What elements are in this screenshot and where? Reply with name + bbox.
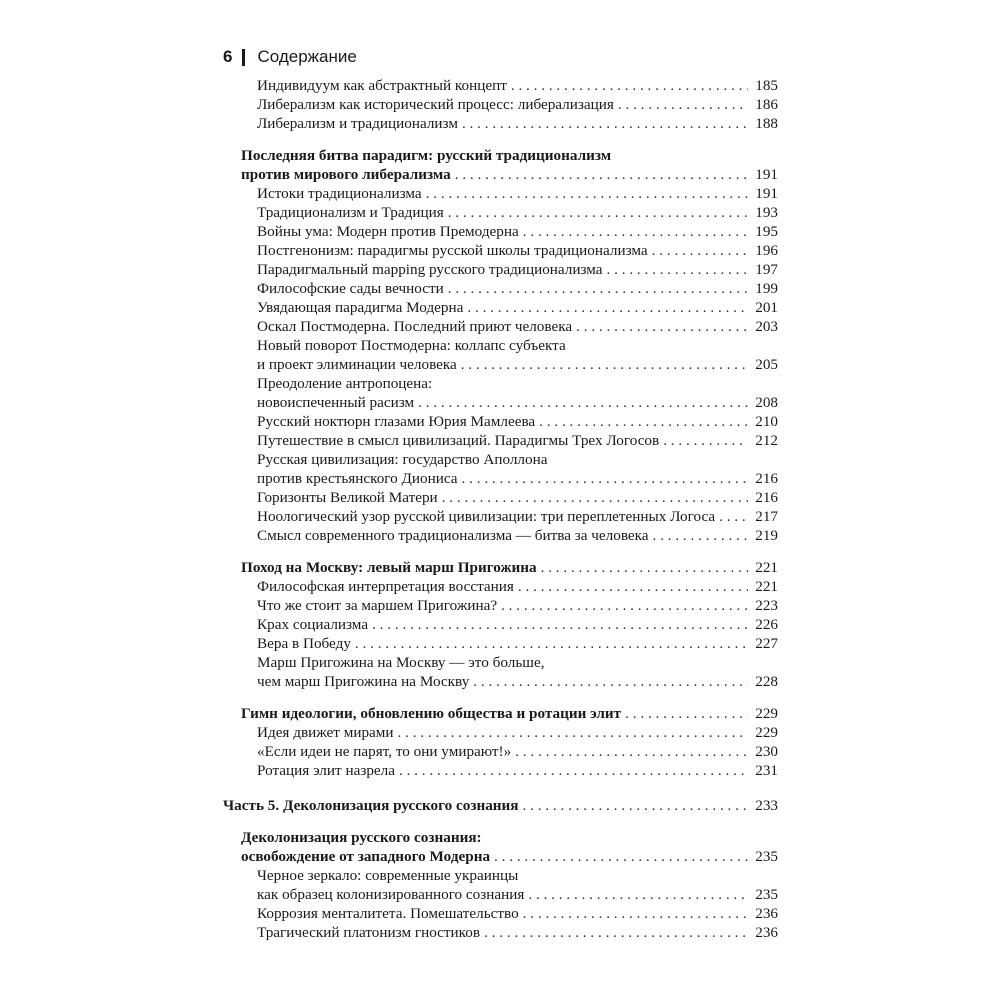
entry-page-number: 196: [755, 242, 778, 259]
entry-page-number: 185: [755, 77, 778, 94]
entry-title-line: Гимн идеологии, обновлению общества и ротации элит: [241, 705, 622, 722]
dot-leader: [372, 615, 748, 634]
entry-title-line: Что же стоит за маршем Пригожина?: [257, 597, 498, 614]
entry-title-line: новоиспеченный расизм: [257, 394, 415, 411]
group-spacer: [223, 780, 778, 796]
entry-final-line: [257, 298, 778, 317]
toc-entry[interactable]: [223, 577, 778, 596]
toc-entry[interactable]: [223, 923, 778, 942]
entry-final-line: [257, 923, 778, 942]
entry-final-line: [257, 526, 778, 545]
entry-title-line: Истоки традиционализма: [257, 185, 422, 202]
entry-final-line: [257, 279, 778, 298]
entry-page-number: 223: [755, 597, 778, 614]
dot-leader: [719, 507, 748, 526]
entry-final-line: [257, 431, 778, 450]
dot-leader: [426, 184, 748, 203]
dot-leader: [484, 923, 748, 942]
toc-entry[interactable]: [223, 596, 778, 615]
entry-final-line: [241, 704, 778, 723]
entry-page-number: 208: [755, 394, 778, 411]
dot-leader: [518, 577, 748, 596]
entry-title-line: против крестьянского Диониса: [257, 470, 458, 487]
entry-final-line: [257, 904, 778, 923]
entry-page-number: 188: [755, 115, 778, 132]
entry-page-number: 231: [755, 762, 778, 779]
entry-title-line: Русская цивилизация: государство Аполлона: [257, 451, 548, 468]
dot-leader: [355, 634, 748, 653]
toc-entry[interactable]: [223, 450, 778, 488]
entry-page-number: 227: [755, 635, 778, 652]
dot-leader: [663, 431, 748, 450]
entry-title-line: Традиционализм и Традиция: [257, 204, 444, 221]
entry-title-line: Преодоление антропоцена:: [257, 375, 433, 392]
dot-leader: [607, 260, 748, 279]
toc-entry[interactable]: [223, 507, 778, 526]
entry-page-number: 210: [755, 413, 778, 430]
group-spacer: [223, 545, 778, 558]
chapter-heading[interactable]: [223, 828, 778, 866]
entry-final-line: [257, 95, 778, 114]
dot-leader: [576, 317, 748, 336]
entry-page-number: 230: [755, 743, 778, 760]
toc-entry[interactable]: [223, 634, 778, 653]
entry-title-line: Постгенонизм: парадигмы русской школы традиционализма: [257, 242, 648, 259]
entry-title-line: как образец колонизированного сознания: [257, 886, 525, 903]
toc-entry[interactable]: [223, 615, 778, 634]
entry-final-line: [257, 885, 778, 904]
dot-leader: [652, 241, 748, 260]
entry-final-line: [257, 412, 778, 431]
entry-title-line: Часть 5. Деколонизация русского сознания: [223, 797, 519, 814]
dot-leader: [511, 76, 748, 95]
entry-title-line: «Если идеи не парят, то они умирают!»: [257, 743, 512, 760]
entry-title-line: Оскал Постмодерна. Последний приют человека: [257, 318, 573, 335]
toc-entry[interactable]: [223, 653, 778, 691]
entry-final-line: [257, 184, 778, 203]
entry-page-number: 195: [755, 223, 778, 240]
toc-entry[interactable]: [223, 76, 778, 95]
toc-entry[interactable]: [223, 222, 778, 241]
entry-page-number: 217: [755, 508, 778, 525]
toc-entry[interactable]: [223, 866, 778, 904]
entry-page-number: 219: [755, 527, 778, 544]
entry-page-number: 233: [755, 797, 778, 814]
toc-entry[interactable]: [223, 412, 778, 431]
running-header: [223, 45, 357, 69]
entry-page-number: 216: [755, 489, 778, 506]
entry-page-number: 221: [755, 559, 778, 576]
entry-final-line: [257, 742, 778, 761]
toc-entry[interactable]: [223, 279, 778, 298]
toc-entry[interactable]: [223, 298, 778, 317]
entry-page-number: 229: [755, 705, 778, 722]
part-heading[interactable]: [223, 796, 778, 815]
table-of-contents: [223, 76, 778, 942]
entry-page-number: 236: [755, 905, 778, 922]
dot-leader: [541, 558, 748, 577]
chapter-heading[interactable]: [223, 146, 778, 184]
entry-final-line: [257, 672, 778, 691]
entry-title-line: Смысл современного традиционализма — битва за человека: [257, 527, 649, 544]
entry-title-line: Трагический платонизм гностиков: [257, 924, 481, 941]
group-spacer: [223, 815, 778, 828]
entry-page-number: 221: [755, 578, 778, 595]
entry-title-line: Крах социализма: [257, 616, 369, 633]
entry-page-number: 201: [755, 299, 778, 316]
entry-title-line: Индивидуум как абстрактный концепт: [257, 77, 507, 94]
dot-leader: [462, 114, 748, 133]
entry-title-line: Деколонизация русского сознания:: [241, 829, 482, 846]
entry-final-line: [241, 558, 778, 577]
entry-final-line: [241, 847, 778, 866]
dot-leader: [418, 393, 748, 412]
entry-title-line: Парадигмальный mapping русского традиционализма: [257, 261, 603, 278]
entry-page-number: 205: [755, 356, 778, 373]
toc-entry[interactable]: [223, 317, 778, 336]
dot-leader: [442, 488, 748, 507]
dot-leader: [455, 165, 748, 184]
entry-final-line: [257, 469, 778, 488]
dot-leader: [467, 298, 748, 317]
entry-final-line: [257, 114, 778, 133]
entry-title-line: Черное зеркало: современные украинцы: [257, 867, 519, 884]
entry-final-line: [257, 317, 778, 336]
entry-title-line: Новый поворот Постмодерна: коллапс субъекта: [257, 337, 566, 354]
toc-entry[interactable]: [223, 203, 778, 222]
entry-page-number: 193: [755, 204, 778, 221]
entry-final-line: [257, 615, 778, 634]
dot-leader: [399, 761, 748, 780]
entry-final-line: [257, 507, 778, 526]
toc-entry[interactable]: [223, 723, 778, 742]
entry-title-line: и проект элиминации человека: [257, 356, 457, 373]
toc-entry[interactable]: [223, 742, 778, 761]
entry-final-line: [257, 355, 778, 374]
entry-title-line: Последняя битва парадигм: русский традиционализм: [241, 147, 612, 164]
dot-leader: [523, 796, 748, 815]
entry-final-line: [257, 241, 778, 260]
entry-title-line: освобождение от западного Модерна: [241, 848, 491, 865]
dot-leader: [448, 203, 748, 222]
entry-page-number: 236: [755, 924, 778, 941]
dot-leader: [494, 847, 748, 866]
dot-leader: [473, 672, 748, 691]
toc-entry[interactable]: [223, 114, 778, 133]
dot-leader: [625, 704, 748, 723]
entry-final-line: [257, 634, 778, 653]
page-number: 6: [223, 47, 233, 66]
entry-page-number: 229: [755, 724, 778, 741]
entry-page-number: 228: [755, 673, 778, 690]
dot-leader: [462, 469, 748, 488]
dot-leader: [618, 95, 748, 114]
toc-entry[interactable]: [223, 260, 778, 279]
entry-title-line: Философская интерпретация восстания: [257, 578, 514, 595]
entry-final-line: [257, 577, 778, 596]
entry-title-line: чем марш Пригожина на Москву: [257, 673, 470, 690]
entry-page-number: 191: [755, 185, 778, 202]
entry-title-line: Увядающая парадигма Модерна: [257, 299, 464, 316]
dot-leader: [448, 279, 748, 298]
entry-title-line: Либерализм и традиционализм: [257, 115, 458, 132]
group-spacer: [223, 691, 778, 704]
dot-leader: [461, 355, 748, 374]
entry-final-line: [257, 488, 778, 507]
entry-title-line: Марш Пригожина на Москву — это больше,: [257, 654, 545, 671]
dot-leader: [398, 723, 748, 742]
entry-final-line: [257, 393, 778, 412]
entry-final-line: [223, 796, 778, 815]
entry-title-line: Русский ноктюрн глазами Юрия Мамлеева: [257, 413, 536, 430]
entry-title-line: против мирового либерализма: [241, 166, 451, 183]
entry-final-line: [257, 76, 778, 95]
toc-entry[interactable]: [223, 488, 778, 507]
toc-entry[interactable]: [223, 526, 778, 545]
dot-leader: [528, 885, 748, 904]
toc-entry[interactable]: [223, 761, 778, 780]
chapter-heading[interactable]: [223, 704, 778, 723]
dot-leader: [539, 412, 748, 431]
entry-page-number: 191: [755, 166, 778, 183]
entry-page-number: 186: [755, 96, 778, 113]
entry-page-number: 203: [755, 318, 778, 335]
header-section-title: Содержание: [257, 47, 357, 66]
toc-entry[interactable]: [223, 904, 778, 923]
chapter-heading[interactable]: [223, 558, 778, 577]
toc-entry[interactable]: [223, 336, 778, 374]
entry-final-line: [257, 761, 778, 780]
toc-entry[interactable]: [223, 374, 778, 412]
dot-leader: [515, 742, 748, 761]
entry-final-line: [257, 260, 778, 279]
entry-title-line: Горизонты Великой Матери: [257, 489, 438, 506]
entry-final-line: [241, 165, 778, 184]
entry-page-number: 212: [755, 432, 778, 449]
dot-leader: [653, 526, 748, 545]
entry-page-number: 216: [755, 470, 778, 487]
entry-title-line: Войны ума: Модерн против Премодерна: [257, 223, 519, 240]
dot-leader: [501, 596, 748, 615]
entry-page-number: 235: [755, 886, 778, 903]
dot-leader: [523, 222, 748, 241]
entry-page-number: 235: [755, 848, 778, 865]
entry-title-line: Идея движет мирами: [257, 724, 394, 741]
toc-entry[interactable]: [223, 431, 778, 450]
entry-title-line: Либерализм как исторический процесс: либерализация: [257, 96, 614, 113]
toc-entry[interactable]: [223, 95, 778, 114]
entry-title-line: Поход на Москву: левый марш Пригожина: [241, 559, 537, 576]
toc-entry[interactable]: [223, 184, 778, 203]
entry-page-number: 199: [755, 280, 778, 297]
entry-title-line: Философские сады вечности: [257, 280, 444, 297]
entry-final-line: [257, 596, 778, 615]
entry-final-line: [257, 723, 778, 742]
entry-title-line: Ноологический узор русской цивилизации: три переплетенных Логоса: [257, 508, 716, 525]
entry-title-line: Ротация элит назрела: [257, 762, 395, 779]
entry-title-line: Путешествие в смысл цивилизаций. Парадигмы Трех Логосов: [257, 432, 660, 449]
entry-page-number: 226: [755, 616, 778, 633]
toc-entry[interactable]: [223, 241, 778, 260]
entry-final-line: [257, 222, 778, 241]
group-spacer: [223, 133, 778, 146]
entry-page-number: 197: [755, 261, 778, 278]
entry-title-line: Вера в Победу: [257, 635, 351, 652]
dot-leader: [523, 904, 748, 923]
entry-final-line: [257, 203, 778, 222]
header-divider: [242, 49, 245, 66]
entry-title-line: Коррозия менталитета. Помешательство: [257, 905, 519, 922]
